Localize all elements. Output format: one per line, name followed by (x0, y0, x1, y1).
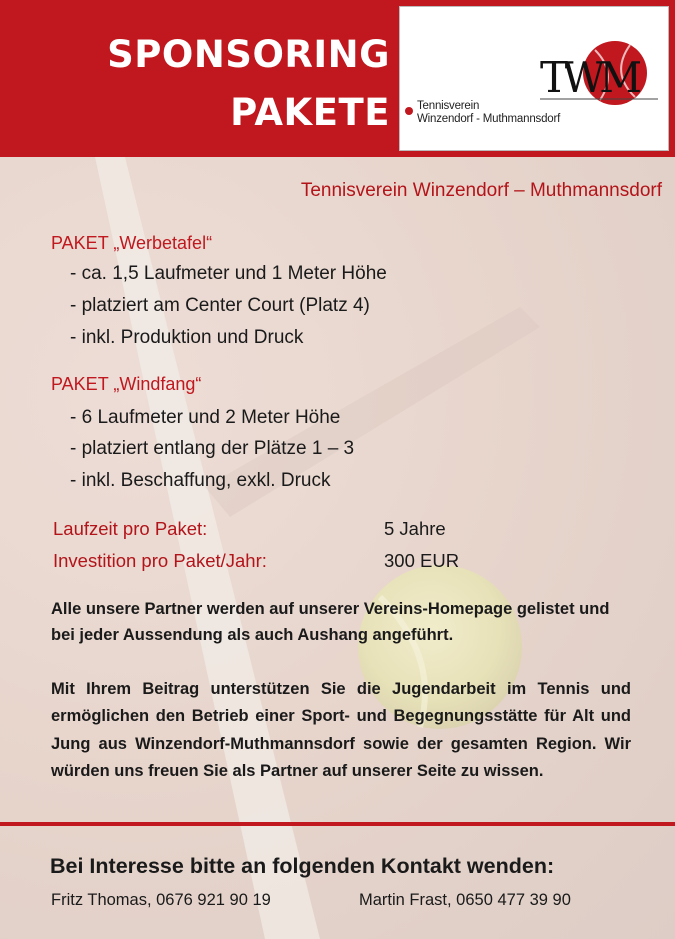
logo-monogram: TWM (540, 53, 637, 102)
term-investment-value: 300 EUR (384, 550, 460, 571)
package-1-title: PAKET „Werbetafel“ (51, 233, 213, 253)
package-1-item-2: - platziert am Center Court (Platz 4) (70, 295, 370, 316)
logo-name-line-1: Tennisverein (417, 100, 480, 112)
logo-club-name (417, 100, 560, 126)
package-2-title: PAKET „Windfang“ (51, 374, 202, 394)
divider (0, 822, 675, 826)
contact-person-1: Fritz Thomas, 0676 921 90 19 (51, 891, 271, 909)
header-banner (0, 0, 675, 157)
title-line-1: SPONSORING (107, 33, 390, 76)
term-duration-value: 5 Jahre (384, 518, 446, 539)
club-name: Tennisverein Winzendorf – Muthmannsdorf (300, 180, 662, 201)
logo-name-line-2: Winzendorf - Muthmannsdorf (417, 113, 561, 125)
contact-person-2: Martin Frast, 0650 477 39 90 (359, 891, 571, 909)
club-logo (399, 6, 669, 151)
package-2-item-3: - inkl. Beschaffung, exkl. Druck (70, 470, 331, 491)
partner-listing-text: Alle unsere Partner werden auf unserer Vereins-Homepage gelistet und bei jeder Aussendung als auch Aushang angeführt. (51, 600, 610, 644)
logo-dot (405, 107, 413, 115)
term-duration-label: Laufzeit pro Paket: (53, 518, 208, 539)
title-line-2: PAKETE (230, 91, 390, 134)
package-1-item-3: - inkl. Produktion und Druck (70, 327, 304, 348)
package-2-item-2: - platziert entlang der Plätze 1 – 3 (70, 438, 355, 459)
page-title (90, 26, 390, 142)
contact-heading: Bei Interesse bitte an folgenden Kontakt wenden: (50, 854, 555, 878)
package-2-item-1: - 6 Laufmeter und 2 Meter Höhe (70, 407, 341, 428)
package-1-item-1: - ca. 1,5 Laufmeter und 1 Meter Höhe (70, 263, 387, 284)
term-investment-label: Investition pro Paket/Jahr: (53, 550, 267, 571)
support-text: Mit Ihrem Beitrag unterstützen Sie die Jugendarbeit im Tennis und ermöglichen den Betrieb einer Sport- und Begegnungsstätte für Alt und Jung aus Winzendorf-Muthmannsdorf sowie der gesamten Region. Wir würden uns freuen Sie als Partner auf unserer Seite zu wissen. (51, 680, 631, 780)
